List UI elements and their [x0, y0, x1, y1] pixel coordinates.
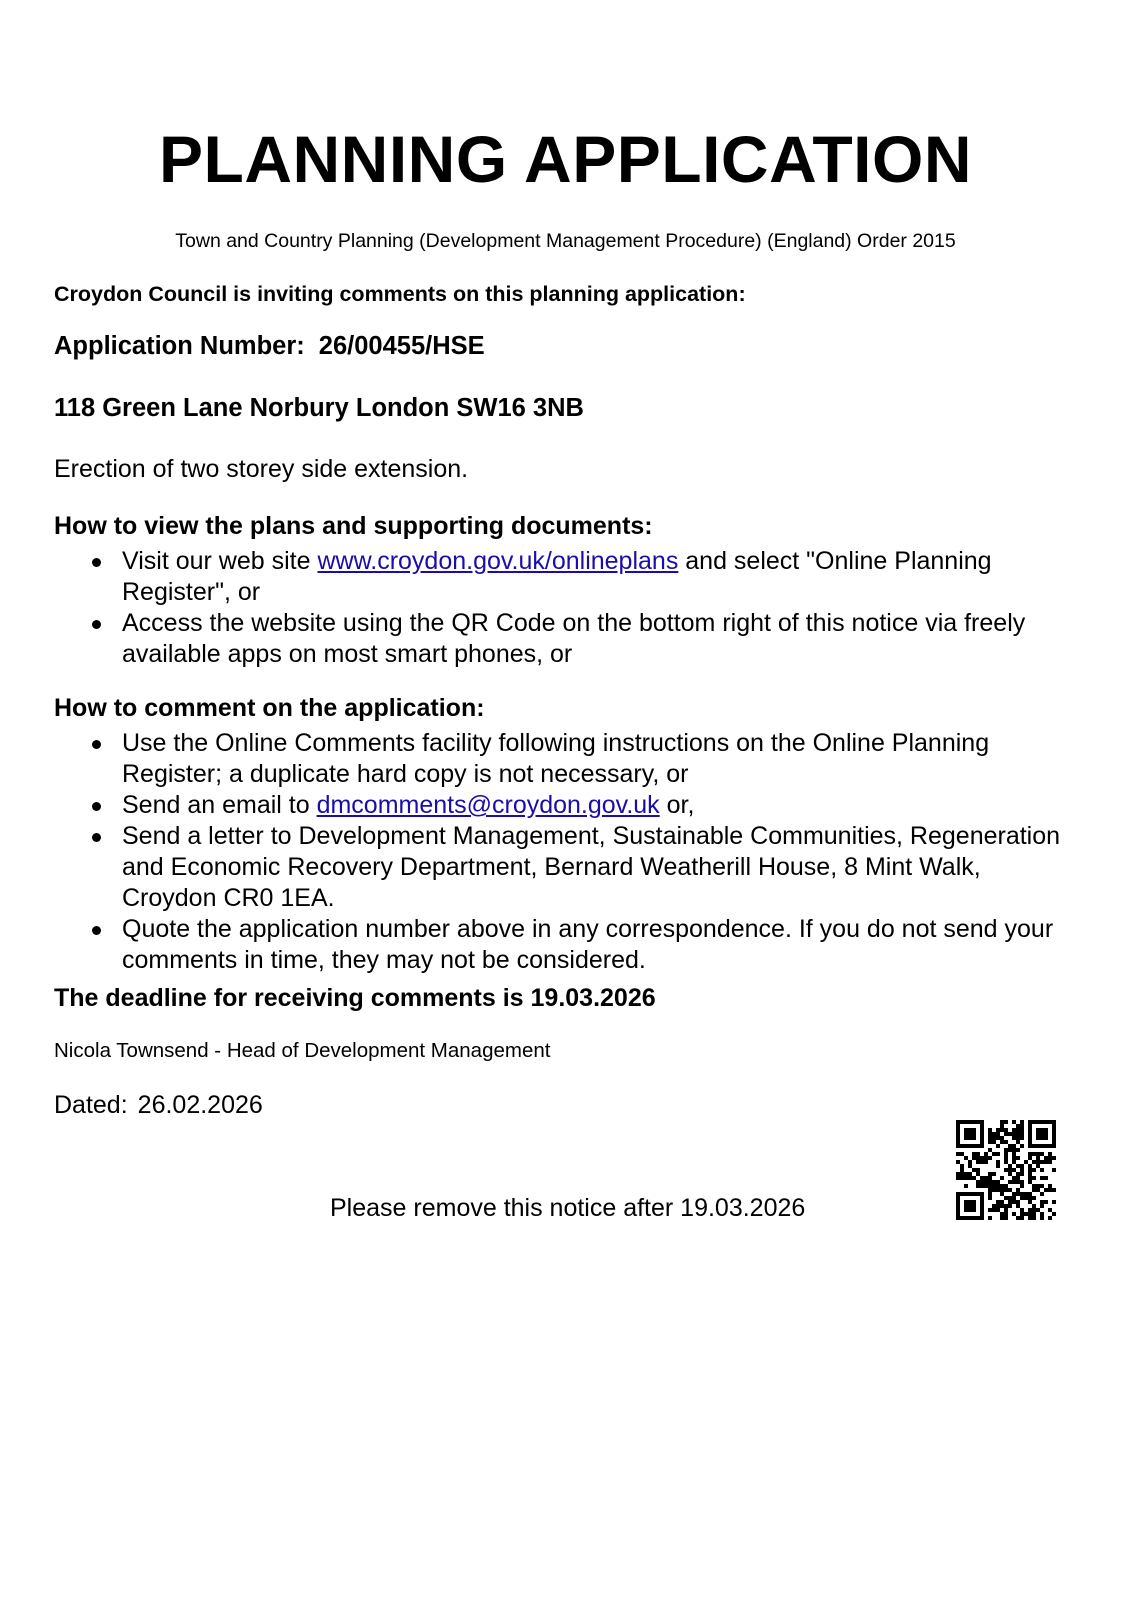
list-item-text: or,: [659, 791, 695, 819]
application-number: 26/00455/HSE: [318, 332, 485, 360]
list-item-text: Send an email to: [122, 791, 317, 819]
dated-value: 26.02.2026: [137, 1091, 263, 1119]
list-item: [54, 790, 1071, 821]
removal-notice: Please remove this notice after 19.03.2026: [330, 1194, 806, 1222]
comment-methods-list: [54, 728, 1071, 976]
list-item-text: Send a letter to Development Management, Sustainable Communities, Regeneration and Economic Recovery Department, Bernard Weatherill House, 8 Mint Walk, Croydon CR0 1EA.: [122, 822, 1061, 912]
signatory: Nicola Townsend - Head of Development Management: [54, 1039, 551, 1062]
email-link[interactable]: dmcomments@croydon.gov.uk: [316, 791, 660, 819]
application-number-label: Application Number:: [54, 332, 305, 360]
list-item-text: Access the website using the QR Code on the bottom right of this notice via freely available apps on most smart phones, or: [122, 609, 1026, 668]
dated-line: [54, 1093, 1071, 1118]
qr-code-icon[interactable]: [956, 1120, 1056, 1220]
list-item-text: Visit our web site: [122, 547, 318, 575]
list-item-text: Use the Online Comments facility following instructions on the Online Planning Register; a duplicate hard copy is not necessary, or: [122, 729, 990, 788]
deadline-text: The deadline for receiving comments is 19.03.2026: [54, 984, 656, 1012]
online-plans-link[interactable]: www.croydon.gov.uk/onlineplans: [317, 547, 679, 575]
notice-title: PLANNING APPLICATION: [159, 122, 972, 196]
view-plans-heading: How to view the plans and supporting documents:: [54, 512, 653, 540]
list-item-text: Quote the application number above in any correspondence. If you do not send your comments in time, they may not be considered.: [122, 915, 1054, 974]
view-plans-list: [54, 546, 1071, 670]
application-number-line: [54, 334, 1071, 360]
list-item: [54, 608, 1071, 670]
comment-heading: How to comment on the application:: [54, 694, 485, 722]
intro-text: Croydon Council is inviting comments on this planning application:: [54, 282, 746, 306]
legislation-subtitle: Town and Country Planning (Development Management Procedure) (England) Order 2015: [175, 230, 956, 252]
list-item: [54, 546, 1071, 608]
list-item-text: and select "Online Planning Register", or: [122, 547, 992, 606]
dated-label: Dated:: [54, 1091, 128, 1119]
proposal-description: Erection of two storey side extension.: [54, 455, 469, 483]
list-item: [54, 728, 1071, 790]
list-item: [54, 914, 1071, 976]
site-address: 118 Green Lane Norbury London SW16 3NB: [54, 394, 584, 422]
list-item: [54, 821, 1071, 914]
